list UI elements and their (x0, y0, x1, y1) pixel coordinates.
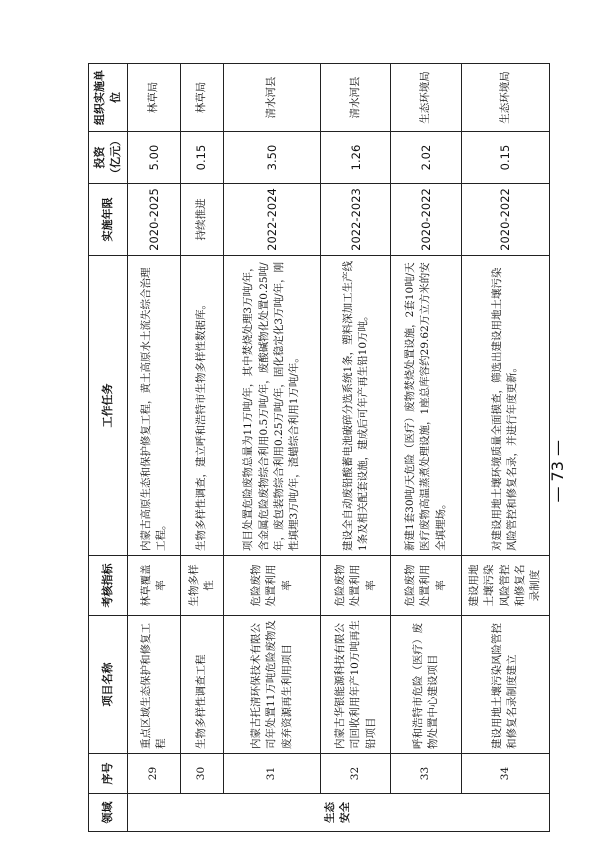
table-container (88, 64, 550, 832)
domain-cell: 生态安全 (127, 794, 549, 832)
project-table (88, 63, 550, 832)
cell-period: 2020-2025 (127, 184, 180, 256)
cell-period: 2020-2022 (461, 184, 549, 256)
header-domain: 领域 (89, 794, 128, 832)
table-header-row (89, 64, 128, 832)
cell-invest: 1.26 (321, 132, 391, 184)
cell-invest: 5.00 (127, 132, 180, 184)
cell-unit: 生态环境局 (461, 64, 549, 132)
header-period: 实施年限 (89, 184, 128, 256)
cell-unit: 清水河县 (321, 64, 391, 132)
header-indicator: 考核指标 (89, 556, 128, 616)
cell-indicator: 危险废物处置利用率 (223, 556, 321, 616)
header-unit: 组织实施单位 (89, 64, 128, 132)
cell-tasks: 新建1套30吨/天危险（医疗）废物焚烧处置设施，2套10吨/天医疗废物高温蒸煮处理设施，1座总库容约29.62万立方米的安全填埋场。 (391, 256, 461, 556)
cell-period: 2020-2022 (391, 184, 461, 256)
cell-invest: 2.02 (391, 132, 461, 184)
cell-project: 内蒙古华银能源科技有限公司回收利用年产10万吨再生铅项目 (321, 616, 391, 754)
cell-project: 呼和浩特市危险（医疗）废物处置中心建设项目 (391, 616, 461, 754)
cell-indicator: 危险废物处置利用率 (391, 556, 461, 616)
cell-seq: 33 (391, 754, 461, 794)
table-row (461, 64, 549, 832)
cell-indicator: 危险废物处置利用率 (321, 556, 391, 616)
table-row (127, 64, 180, 832)
cell-unit: 生态环境局 (391, 64, 461, 132)
cell-indicator: 生物多样性 (181, 556, 224, 616)
header-tasks: 工作任务 (89, 256, 128, 556)
cell-invest: 0.15 (461, 132, 549, 184)
cell-period: 持续推进 (181, 184, 224, 256)
cell-invest: 0.15 (181, 132, 224, 184)
cell-seq: 31 (223, 754, 321, 794)
cell-unit: 林草局 (127, 64, 180, 132)
cell-indicator: 林草覆盖率 (127, 556, 180, 616)
cell-tasks: 生物多样性调查，建立呼和浩特市生物多样性数据库。 (181, 256, 224, 556)
cell-seq: 30 (181, 754, 224, 794)
cell-tasks: 项目处置危险废物总量为11万吨/年，其中焚烧处理3万吨/年，含金属危险废物综合利用0.5万吨/年，废酸碱物化处置0.25吨/年，废包装物综合利用0.25万吨/年，固化稳定化3万吨/年，刚性填埋3万吨/年，渣蜡综合利用1万吨/年。 (223, 256, 321, 556)
cell-seq: 34 (461, 754, 549, 794)
cell-unit: 林草局 (181, 64, 224, 132)
cell-tasks: 对建设用地土壤环境质量全面摸查，筛选出建设用地土壤污染风险管控和修复名录，并进行年度更新。 (461, 256, 549, 556)
cell-indicator: 建设用地土壤污染风险管控和修复名录制度 (461, 556, 549, 616)
cell-period: 2022-2023 (321, 184, 391, 256)
page-number: — 73 — (548, 440, 567, 503)
cell-unit: 清水河县 (223, 64, 321, 132)
table-row (321, 64, 391, 832)
header-seq: 序号 (89, 754, 128, 794)
header-invest: 投资（亿元） (89, 132, 128, 184)
cell-project: 内蒙古托清环保技术有限公司年处置11万吨危险废物及废弃资源再生利用项目 (223, 616, 321, 754)
cell-seq: 29 (127, 754, 180, 794)
cell-project: 建设用地土壤污染风险管控和修复名录制度建立 (461, 616, 549, 754)
table-row (181, 64, 224, 832)
table-row (223, 64, 321, 832)
cell-invest: 3.50 (223, 132, 321, 184)
cell-tasks: 内蒙古高原生态和保护修复工程，黄土高原水土流失综合治理工程。 (127, 256, 180, 556)
cell-tasks: 建设全自动废铅酸蓄电池破碎分选系统1条，塑料深加工生产线1条及相关配套设施，建成后可年产再生铅10万吨。 (321, 256, 391, 556)
cell-seq: 32 (321, 754, 391, 794)
cell-project: 重点区域生态保护和修复工程 (127, 616, 180, 754)
cell-project: 生物多样性调查工程 (181, 616, 224, 754)
table-row (391, 64, 461, 832)
cell-period: 2022-2024 (223, 184, 321, 256)
header-project: 项目名称 (89, 616, 128, 754)
